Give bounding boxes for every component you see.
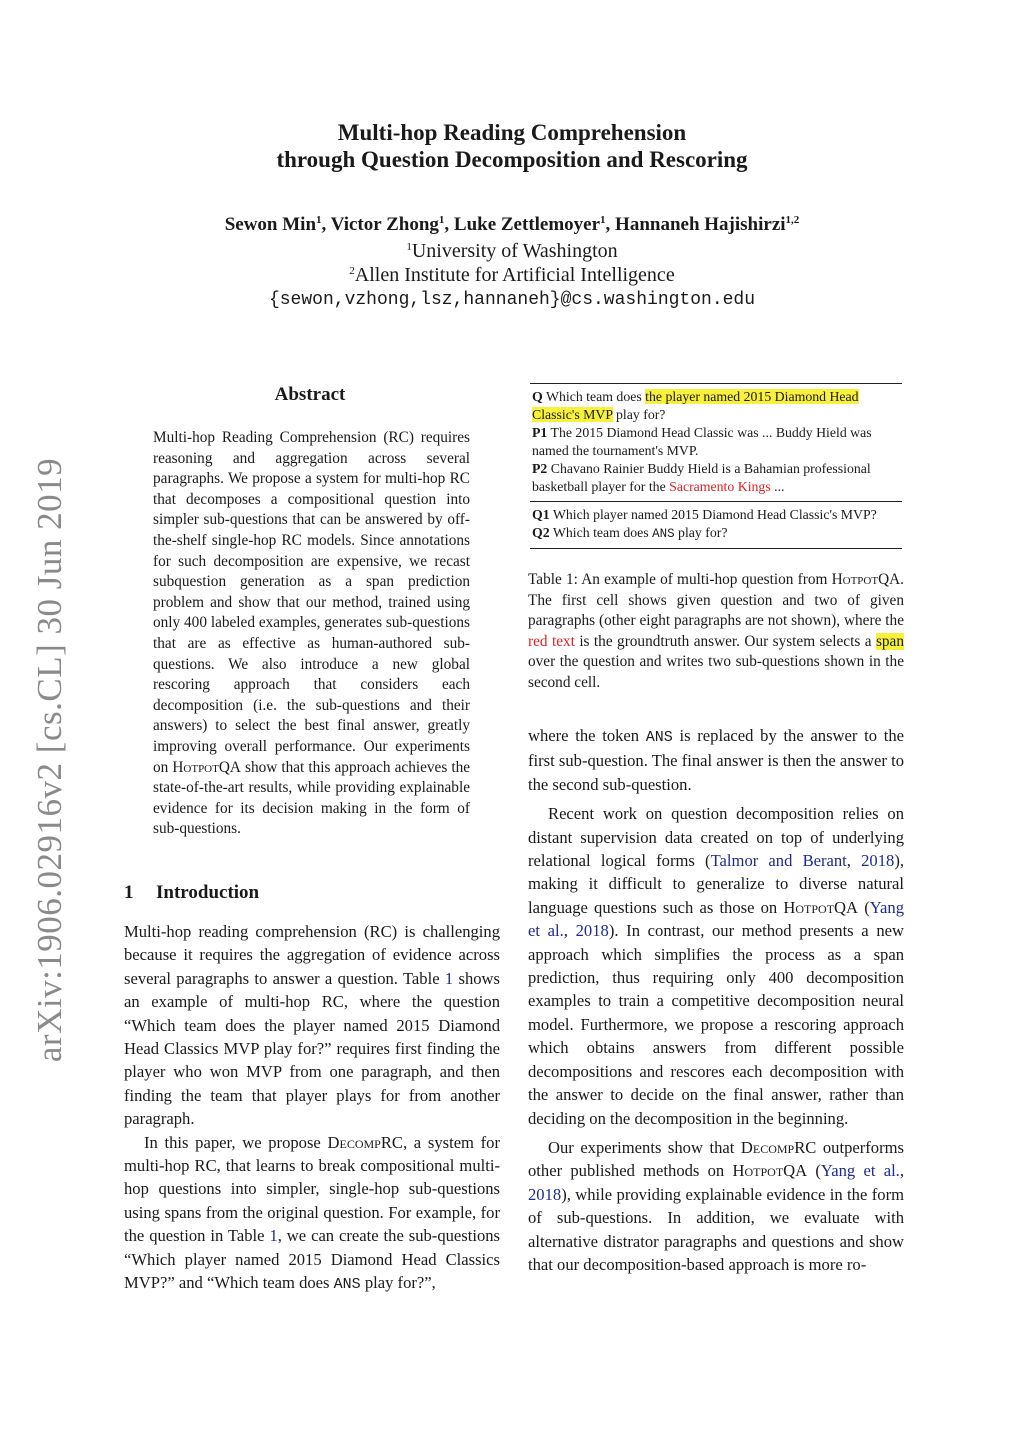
- caption-text: over the question and writes two sub-questions shown in the second cell.: [528, 653, 904, 691]
- subquestion-text: Which team does: [552, 525, 649, 540]
- system-name: DecompRC: [740, 1137, 817, 1157]
- body-text: (: [864, 897, 870, 917]
- abstract-text: Multi-hop Reading Comprehension (RC) requires reasoning and aggregation across several paragraphs. We propose a system for multi-hop RC that decomposes a compositional question into simpler sub-questions that can be answered by off-the-shelf single-hop RC models. Since annotations for such decomposition are expensive, we recast subquestion generation as a span prediction problem and show that our method, trained using only 400 labeled examples, generates sub-questions that are as effective as human-authored sub-questions. We also introduce a new global rescoring approach that considers each decomposition (i.e. the sub-questions and their answers) to select the best final answer, greatly improving overall performance. Our experiments on: [153, 429, 470, 776]
- author-affiliation: 1,2: [785, 214, 800, 226]
- highlighted-span: the player named 2015 Diamond Head Classic's MVP: [532, 389, 859, 422]
- author-affiliation: 1: [438, 214, 445, 226]
- body-text: Recent work on question decomposition relies on distant supervision data created on top of underlying relational logical forms (: [528, 804, 904, 871]
- body-paragraph: [528, 802, 904, 1130]
- table-bottom-rule: [530, 548, 902, 549]
- author-list: Sewon Min$^1$, Victor Zhong$^1$, Luke Zettlemoyer$^1$, Hannaneh Hajishirzi$^{1,2}$: [224, 214, 800, 235]
- body-text: play for?”,: [364, 1273, 436, 1293]
- table-paragraph-1-row: [530, 424, 902, 460]
- row-label: Q2: [532, 525, 550, 540]
- affiliation-name: Allen Institute for Artificial Intelligence: [354, 264, 675, 286]
- title-line-1: Multi-hop Reading Comprehension: [337, 120, 687, 145]
- body-text: ). In contrast, our method presents a new approach which simplifies the process as a span prediction, thus requiring only 400 decomposition examples to train a competitive decomposition neural model. Furthermore, we propose a rescoring approach which obtains answers from different possible decompositions and rescores each decomposition with the answer to decide on the final answer, rather than deciding on the decomposition in the beginning.: [528, 921, 904, 1128]
- caption-text: is the groundtruth answer. Our system selects a: [579, 632, 872, 650]
- section-heading-introduction: [124, 882, 259, 904]
- table-1: [530, 383, 902, 549]
- body-text: ), making it difficult to generalize to diverse natural language questions such as those on: [528, 851, 904, 917]
- ans-token: ANS: [652, 527, 675, 541]
- row-label: Q1: [532, 507, 550, 522]
- section-title: Introduction: [156, 882, 260, 903]
- table-1-caption: [528, 570, 904, 694]
- author-name: Sewon Min: [224, 214, 317, 235]
- introduction-left-column: [124, 920, 500, 1297]
- paragraph-text: Chavano Rainier Buddy Hield is a Bahamian professional basketball player for the: [532, 461, 871, 494]
- author-affiliation: 1: [600, 214, 606, 226]
- table-top-rule: [530, 383, 902, 384]
- system-name: DecompRC: [327, 1132, 403, 1152]
- table-subquestion-1-row: [530, 506, 902, 524]
- dataset-name: HotpotQA: [783, 897, 859, 917]
- author-email[interactable]: {sewon,vzhong,lsz,hannaneh}@cs.washington.edu: [268, 290, 756, 310]
- dataset-name: HotpotQA: [732, 1161, 808, 1181]
- body-paragraph: [124, 920, 500, 1131]
- citation-link[interactable]: Yang et al.: [820, 1161, 900, 1181]
- body-text: , a system for multi-hop RC, that learns to break compositional multi-hop questions into simpler, single-hop sub-questions using spans from the original question. For example, for the question in Table: [124, 1132, 500, 1246]
- body-paragraph: [124, 1131, 500, 1297]
- body-text: where the token: [528, 726, 640, 745]
- citation-year-link[interactable]: 2018: [861, 851, 895, 871]
- body-text: ,: [846, 851, 851, 871]
- paragraph-text: ...: [774, 479, 785, 494]
- ans-token: ANS: [645, 729, 673, 746]
- body-text: is replaced by the answer to the first sub-question. The final answer is then the answer to the second sub-question.: [528, 726, 904, 794]
- citation-year-link[interactable]: 2018: [575, 921, 609, 941]
- body-paragraph: [528, 1136, 904, 1276]
- citation-link[interactable]: Yang et al.: [528, 897, 905, 941]
- dataset-name: HotpotQA: [172, 758, 241, 776]
- paper-title: [0, 119, 1024, 173]
- affiliation-number: 2: [349, 265, 355, 277]
- caption-text: Table 1: An example of multi-hop question from: [528, 571, 828, 588]
- author-name: Luke Zettlemoyer: [453, 214, 601, 235]
- row-label: P1: [532, 425, 548, 440]
- affiliation-2: [0, 263, 1024, 287]
- subquestion-text: play for?: [678, 525, 728, 540]
- abstract-text: show that this approach achieves the state-of-the-art results, while providing explainable evidence for its decision making in the form of sub-questions.: [153, 758, 471, 838]
- body-text: Our experiments show that: [548, 1137, 735, 1157]
- subquestion-text: Which player named 2015 Diamond Head Classic's MVP?: [552, 507, 877, 522]
- body-text: Multi-hop reading comprehension (RC) is challenging because it requires the aggregation of evidence across several paragraphs to answer a question. Table: [124, 922, 500, 988]
- body-text: In this paper, we propose: [144, 1132, 321, 1152]
- table-mid-rule: [530, 501, 902, 502]
- body-text: shows an example of multi-hop RC, where the question “Which team does the player named 2015 Diamond Head Classics MVP play for?” requires first finding the player who won MVP from one paragraph, and then finding the team that player plays for from another paragraph.: [124, 968, 500, 1129]
- table-paragraph-2-row: [530, 460, 902, 496]
- author-name: Hannaneh Hajishirzi: [615, 214, 786, 235]
- span-highlight-example: span: [875, 632, 904, 650]
- body-text: outperforms other published methods on: [528, 1137, 904, 1181]
- dataset-name: HotpotQA: [831, 571, 901, 588]
- red-text-example: red text: [528, 632, 575, 650]
- ans-token: ANS: [333, 1276, 361, 1294]
- caption-text: . The first cell shows given question and two of given paragraphs (other eight paragraphs are not shown), where the: [528, 571, 904, 630]
- abstract-body: [153, 428, 470, 840]
- question-text: play for?: [616, 407, 666, 422]
- question-text: Which team does: [545, 389, 642, 404]
- table-reference-link[interactable]: 1: [444, 968, 454, 988]
- body-text: , we can create the sub-questions “Which player named 2015 Diamond Head Classics MVP?” and “Which team does: [124, 1226, 501, 1293]
- affiliation-name: University of Washington: [411, 240, 618, 262]
- citation-year-link[interactable]: 2018: [528, 1184, 562, 1204]
- title-line-2: through Question Decomposition and Rescoring: [276, 147, 748, 172]
- affiliation-number: 1: [406, 241, 412, 253]
- introduction-right-column: [528, 724, 904, 1282]
- row-label: P2: [532, 461, 548, 476]
- table-question-row: [530, 388, 902, 424]
- answer-text: Sacramento Kings: [669, 479, 771, 494]
- body-paragraph: [528, 724, 904, 796]
- section-number: 1: [124, 882, 134, 903]
- citation-link[interactable]: Talmor and Berant: [710, 851, 847, 871]
- body-text: ,: [563, 921, 568, 941]
- body-text: (: [815, 1161, 821, 1181]
- author-affiliation: 1: [316, 214, 322, 226]
- body-text: ,: [899, 1161, 904, 1181]
- table-reference-link[interactable]: 1: [269, 1226, 278, 1246]
- paragraph-text: The 2015 Diamond Head Classic was ... Buddy Hield was named the tournament's MVP.: [532, 425, 872, 458]
- body-text: ), while providing explainable evidence in the form of sub-questions. In addition, we evaluate with alternative distrator paragraphs and questions and show that our decomposition-based approach is more ro-: [528, 1184, 904, 1274]
- author-name: Victor Zhong: [330, 214, 439, 235]
- arxiv-sidebar-id: arXiv:1906.02916v2 [cs.CL] 30 Jun 2019: [30, 457, 69, 1063]
- affiliation-1: [0, 239, 1024, 263]
- row-label: Q: [532, 389, 543, 404]
- table-subquestion-2-row: [530, 524, 902, 543]
- abstract-heading: Abstract: [274, 384, 346, 405]
